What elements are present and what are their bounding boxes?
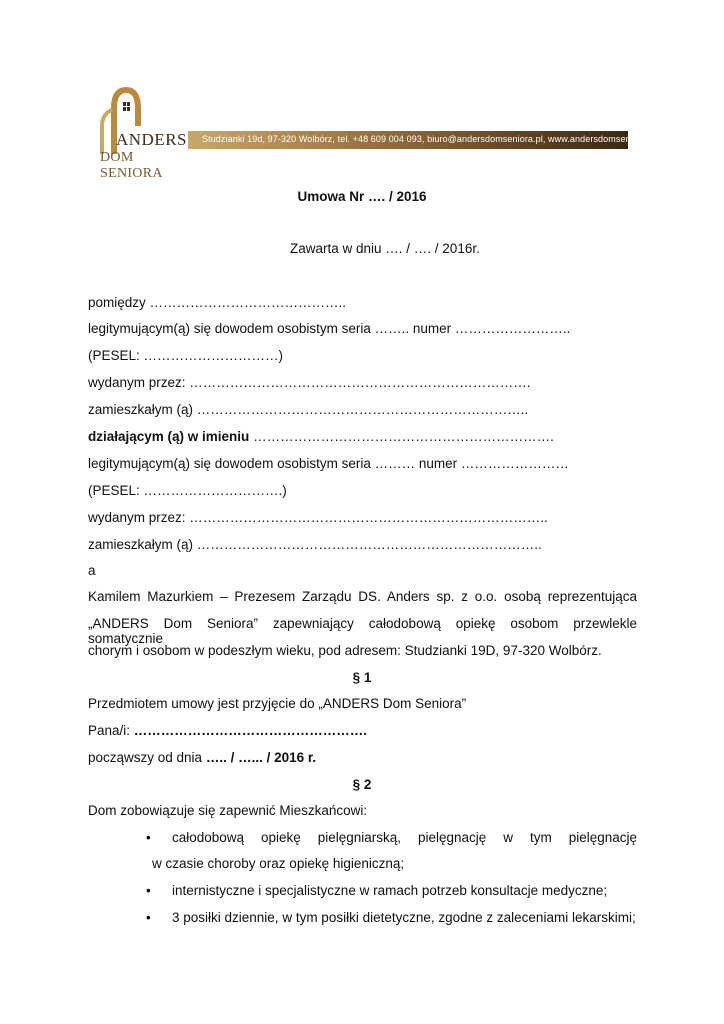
list-item-text: 3 posiłki dziennie, w tym posiłki dietetyczne, zgodne z zaleceniami lekarskimi; (172, 910, 636, 925)
list-item-text: całodobową opiekę pielęgniarską, pielęgnację w tym pielęgnację (172, 830, 637, 845)
contract-date: Zawarta w dniu …. / …. / 2016r. (290, 241, 480, 256)
conjunction: a (88, 563, 96, 578)
acting-dots: …………………………………………………………. (249, 429, 554, 444)
logo-subtitle: DOM SENIORA (100, 150, 163, 181)
section-2-heading: § 2 (352, 777, 372, 792)
logo-wordmark: ANDERS (116, 130, 188, 149)
bullet-icon: • (146, 830, 151, 845)
header-contact-text: Studzianki 19d, 97-320 Wolbórz, tel. +48 609 004 093, biuro@andersdomseniora.pl, www.andersdomseniora.pl (202, 134, 656, 144)
party-line: zamieszkałym (ą) ……………………………………………………………….. (88, 402, 529, 417)
header-contact-bar (188, 131, 656, 149)
section-1-text: Przedmiotem umowy jest przyjęcie do „ANDERS Dom Seniora” (88, 696, 467, 711)
party-line: wydanym przez: …………………………………………………………………. (88, 375, 531, 390)
section-1-heading: § 1 (352, 670, 372, 685)
party-line: zamieszkałym (ą) ………………………………………………………………….. (88, 537, 542, 552)
resident-name-line (88, 723, 367, 738)
list-item-text: w czasie choroby oraz opiekę higieniczną; (152, 856, 405, 871)
party-line: (PESEL: …………………………) (88, 348, 284, 363)
party-line: wydanym przez: …………………………………………………………………….. (88, 510, 548, 525)
section-2-intro: Dom zobowiązuje się zapewnić Mieszkańcowi: (88, 803, 368, 818)
resident-dots: ……………………………………………. (133, 723, 368, 738)
resident-label: Pana/i: (88, 723, 134, 738)
list-item-text: internistyczne i specjalistyczne w ramach potrzeb konsultacje medyczne; (172, 883, 608, 898)
representative-line: chorym i osobom w podeszłym wieku, pod adresem: Studzianki 19D, 97-320 Wolbórz. (88, 643, 602, 658)
party-line: legitymującym(ą) się dowodem osobistym seria …….. numer …………………….. (88, 321, 571, 336)
party-line: legitymującym(ą) się dowodem osobistym seria ……… numer …………………… (88, 456, 569, 471)
party-line: pomiędzy …………………………………….. (88, 295, 347, 310)
anders-logo (94, 86, 190, 181)
start-date-line (88, 750, 316, 765)
acting-label: działającym (ą) w imieniu (88, 429, 250, 444)
start-date-value: ….. / …... / 2016 r. (205, 750, 317, 765)
bullet-icon: • (146, 910, 151, 925)
party-line: (PESEL: ………………………….) (88, 483, 287, 498)
bullet-icon: • (146, 883, 151, 898)
start-date-label: począwszy od dnia (88, 750, 206, 765)
acting-line (88, 429, 554, 444)
representative-line: „ANDERS Dom Seniora” zapewniający całodobową opiekę osobom przewlekle somatycznie (88, 616, 637, 646)
contract-title: Umowa Nr …. / 2016 (297, 189, 427, 204)
representative-line: Kamilem Mazurkiem – Prezesem Zarządu DS. Anders sp. z o.o. osobą reprezentująca (88, 589, 637, 604)
